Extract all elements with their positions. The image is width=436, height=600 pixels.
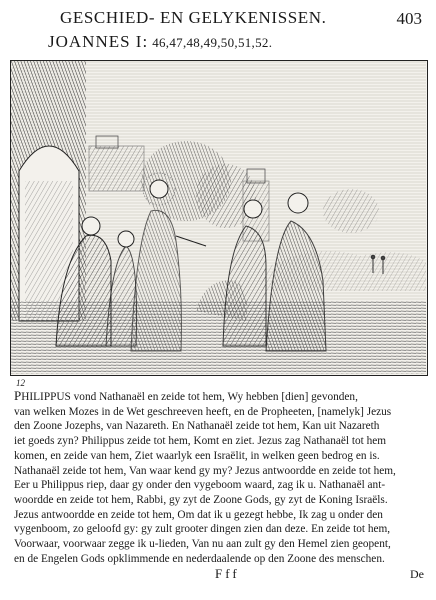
text-line: Jezus antwoordde en zeide tot hem, Om dat ik u gezegt hebbe, Ik zag u onder den [14,508,383,521]
text-line: Voorwaar, voorwaar zegge ik u-lieden, Van nu aan zult gy den Hemel zien geopent, [14,538,391,551]
running-head [0,8,436,28]
text-line: PHILIPPUS vond Nathanaël en zeide tot hem, Wy hebben [dien] gevonden, [14,388,358,403]
catchword: De [410,567,424,581]
text-line: Eer u Philippus riep, daar gy onder den vygeboom waard, zag ik u. Nathanaël ant- [14,479,386,492]
text-line: Nathanaël zeide tot hem, Van waar kend gy my? Jezus antwoordde en zeide tot hem, [14,464,396,477]
text-line: den Zoone Jozephs, van Nazareth. En Nathanaël zeide tot hem, Kan uit Nazareth [14,420,380,433]
text-line: woordde en zeide tot hem, Rabbi, gy zyt de Zoone Gods, gy zyt de Koning Israëls. [14,493,388,506]
verse-numbers: 46,47,48,49,50,51,52. [152,35,273,50]
text-line: en de Engelen Gods opklimmende en nederdaalende op den Zoone des menschen. [14,552,385,565]
engraving-illustration [10,60,428,376]
chapter-reference [48,32,272,52]
scripture-text [14,389,426,566]
plate-number: 12 [16,378,25,388]
text-line: komen, en zeide van hem, Ziet waarlyk een Israëlit, in welken geen bedrog en is. [14,449,380,462]
text-line: vygenboom, zo geloofd gy: gy zult grooter dingen zien dan deze. En zeide tot hem, [14,523,391,536]
text-line: van welken Mozes in de Wet geschreeven heeft, en de Propheeten, [namelyk] Jezus [14,405,392,418]
signature-mark: Fff [215,566,240,581]
running-title: GESCHIED- EN GELYKENISSEN. [60,8,327,27]
page-number: 403 [396,9,422,28]
chapter-label: JOANNES I: [48,32,149,51]
text-line: iet goeds zyn? Philippus zeide tot hem, Komt en ziet. Jezus zag Nathanaël tot hem [14,435,387,448]
